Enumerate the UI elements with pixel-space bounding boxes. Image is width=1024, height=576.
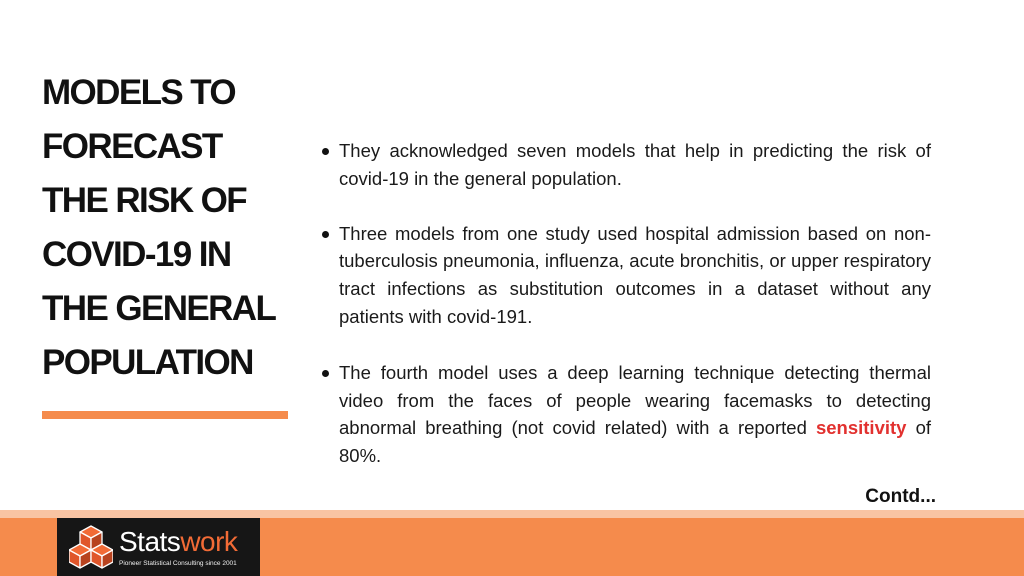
slide-title	[42, 66, 312, 390]
bullet-text: The fourth model uses a deep learning technique detecting thermal video from the faces of people wearing facemasks to detecting abnormal breathing (not covid related) with a reported	[339, 361, 931, 439]
logo-cubes-icon	[69, 525, 113, 569]
bullet-list	[318, 137, 931, 470]
title-line: THE GENERAL	[42, 289, 276, 328]
bullet-text-tail: of 80%.	[339, 417, 931, 467]
statswork-logo	[57, 518, 260, 576]
title-line: COVID-19 IN	[42, 235, 231, 274]
highlighted-term: sensitivity	[815, 417, 907, 439]
logo-tagline: Pioneer Statistical Consulting since 2001	[119, 560, 237, 567]
title-underline	[42, 411, 288, 419]
continued-label: Contd...	[865, 486, 936, 507]
bullet-item	[318, 220, 931, 331]
bullet-item	[318, 359, 931, 470]
bullet-item	[318, 137, 931, 193]
logo-wordmark-part: Stats	[119, 526, 181, 557]
title-line: THE RISK OF	[42, 181, 247, 220]
bullet-dot-icon	[322, 148, 329, 155]
logo-wordmark	[119, 527, 237, 557]
footer-accent-strip	[0, 510, 1024, 518]
title-line: FORECAST	[42, 127, 222, 166]
title-line: MODELS TO	[42, 73, 236, 112]
bullet-dot-icon	[322, 231, 329, 238]
logo-wordmark-part: work	[180, 526, 238, 557]
bullet-dot-icon	[322, 370, 329, 377]
bullet-text: They acknowledged seven models that help in predicting the risk of covid-19 in the general population.	[339, 140, 931, 189]
bullet-text: Three models from one study used hospital admission based on non-tuberculosis pneumonia, influenza, acute bronchitis, or upper respiratory tract infections as substitution outcomes in a dataset without any patients with covid-191.	[339, 222, 931, 327]
title-line: POPULATION	[42, 343, 253, 382]
